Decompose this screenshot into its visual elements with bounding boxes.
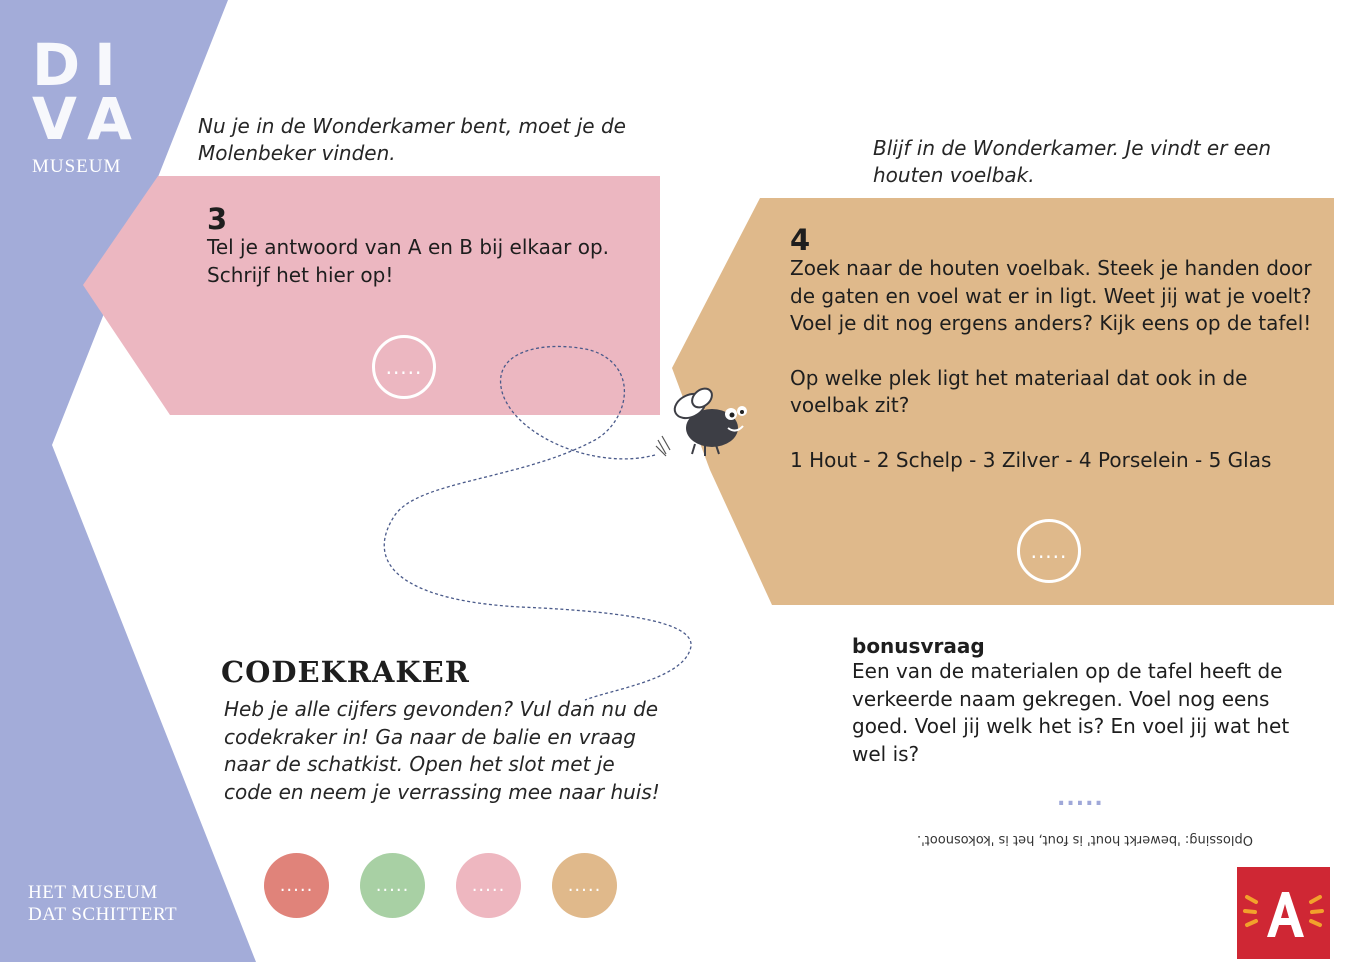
tagline-line2: DAT SCHITTERT xyxy=(28,904,178,925)
step3-text-line1: Tel je antwoord van A en B bij elkaar op. xyxy=(207,235,610,259)
antwerp-a-logo xyxy=(1237,867,1330,959)
bonus-section xyxy=(852,634,1322,768)
diva-museum-logo xyxy=(32,31,146,178)
step4-number: 4 xyxy=(790,223,811,257)
step4-question: Op welke plek ligt het materiaal dat ook in de voelbak zit? xyxy=(790,365,1248,417)
tagline xyxy=(28,882,177,926)
tagline-line1: HET MUSEUM xyxy=(28,882,158,903)
code-digit-2[interactable]: ..... xyxy=(360,853,425,918)
code-digit-3[interactable]: ..... xyxy=(456,853,521,918)
logo-letters-top: DI xyxy=(32,31,130,99)
step4-answer-field[interactable]: ..... xyxy=(1017,519,1081,583)
step3-number: 3 xyxy=(207,202,228,236)
step4-content xyxy=(790,225,1325,474)
step3-content xyxy=(207,204,612,289)
code-digit-1[interactable]: ..... xyxy=(264,853,329,918)
antwerp-a-icon xyxy=(1237,867,1330,959)
bonus-text: Een van de materialen op de tafel heeft de verkeerde naam gekregen. Voel nog eens goed. Voel jij welk het is? En voel jij wat het wel is? xyxy=(852,659,1290,766)
logo-letters-bottom: VA xyxy=(32,85,146,153)
bonus-answer-field[interactable]: ..... xyxy=(1057,786,1104,811)
step4-text: Zoek naar de houten voelbak. Steek je handen door de gaten en voel wat er in ligt. Weet jij wat je voelt? Voel je dit nog ergens anders? Kijk eens op de tafel! xyxy=(790,256,1312,335)
step3-answer-field[interactable]: ..... xyxy=(372,335,436,399)
step4-options: 1 Hout - 2 Schelp - 3 Zilver - 4 Porselein - 5 Glas xyxy=(790,447,1272,472)
step4-intro: Blijf in de Wonderkamer. Je vindt er een houten voelbak. xyxy=(873,136,1272,187)
bonus-solution-upside-down: Oplossing: 'bewerkt hout' is fout, het is 'kokosnoot'. xyxy=(917,832,1253,847)
step3-text-line2: Schrijf het hier op! xyxy=(207,262,394,287)
logo-museum-label: MUSEUM xyxy=(32,156,122,177)
code-digit-4[interactable]: ..... xyxy=(552,853,617,918)
bonus-title: bonusvraag xyxy=(852,634,985,658)
codekraker-text: Heb je alle cijfers gevonden? Vul dan nu de codekraker in! Ga naar de balie en vraag naar de schatkist. Open het slot met je code en neem je verrassing mee naar huis! xyxy=(224,697,660,804)
step3-intro: Nu je in de Wonderkamer bent, moet je de Molenbeker vinden. xyxy=(198,114,626,165)
codekraker-title: CODEKRAKER xyxy=(221,655,470,689)
